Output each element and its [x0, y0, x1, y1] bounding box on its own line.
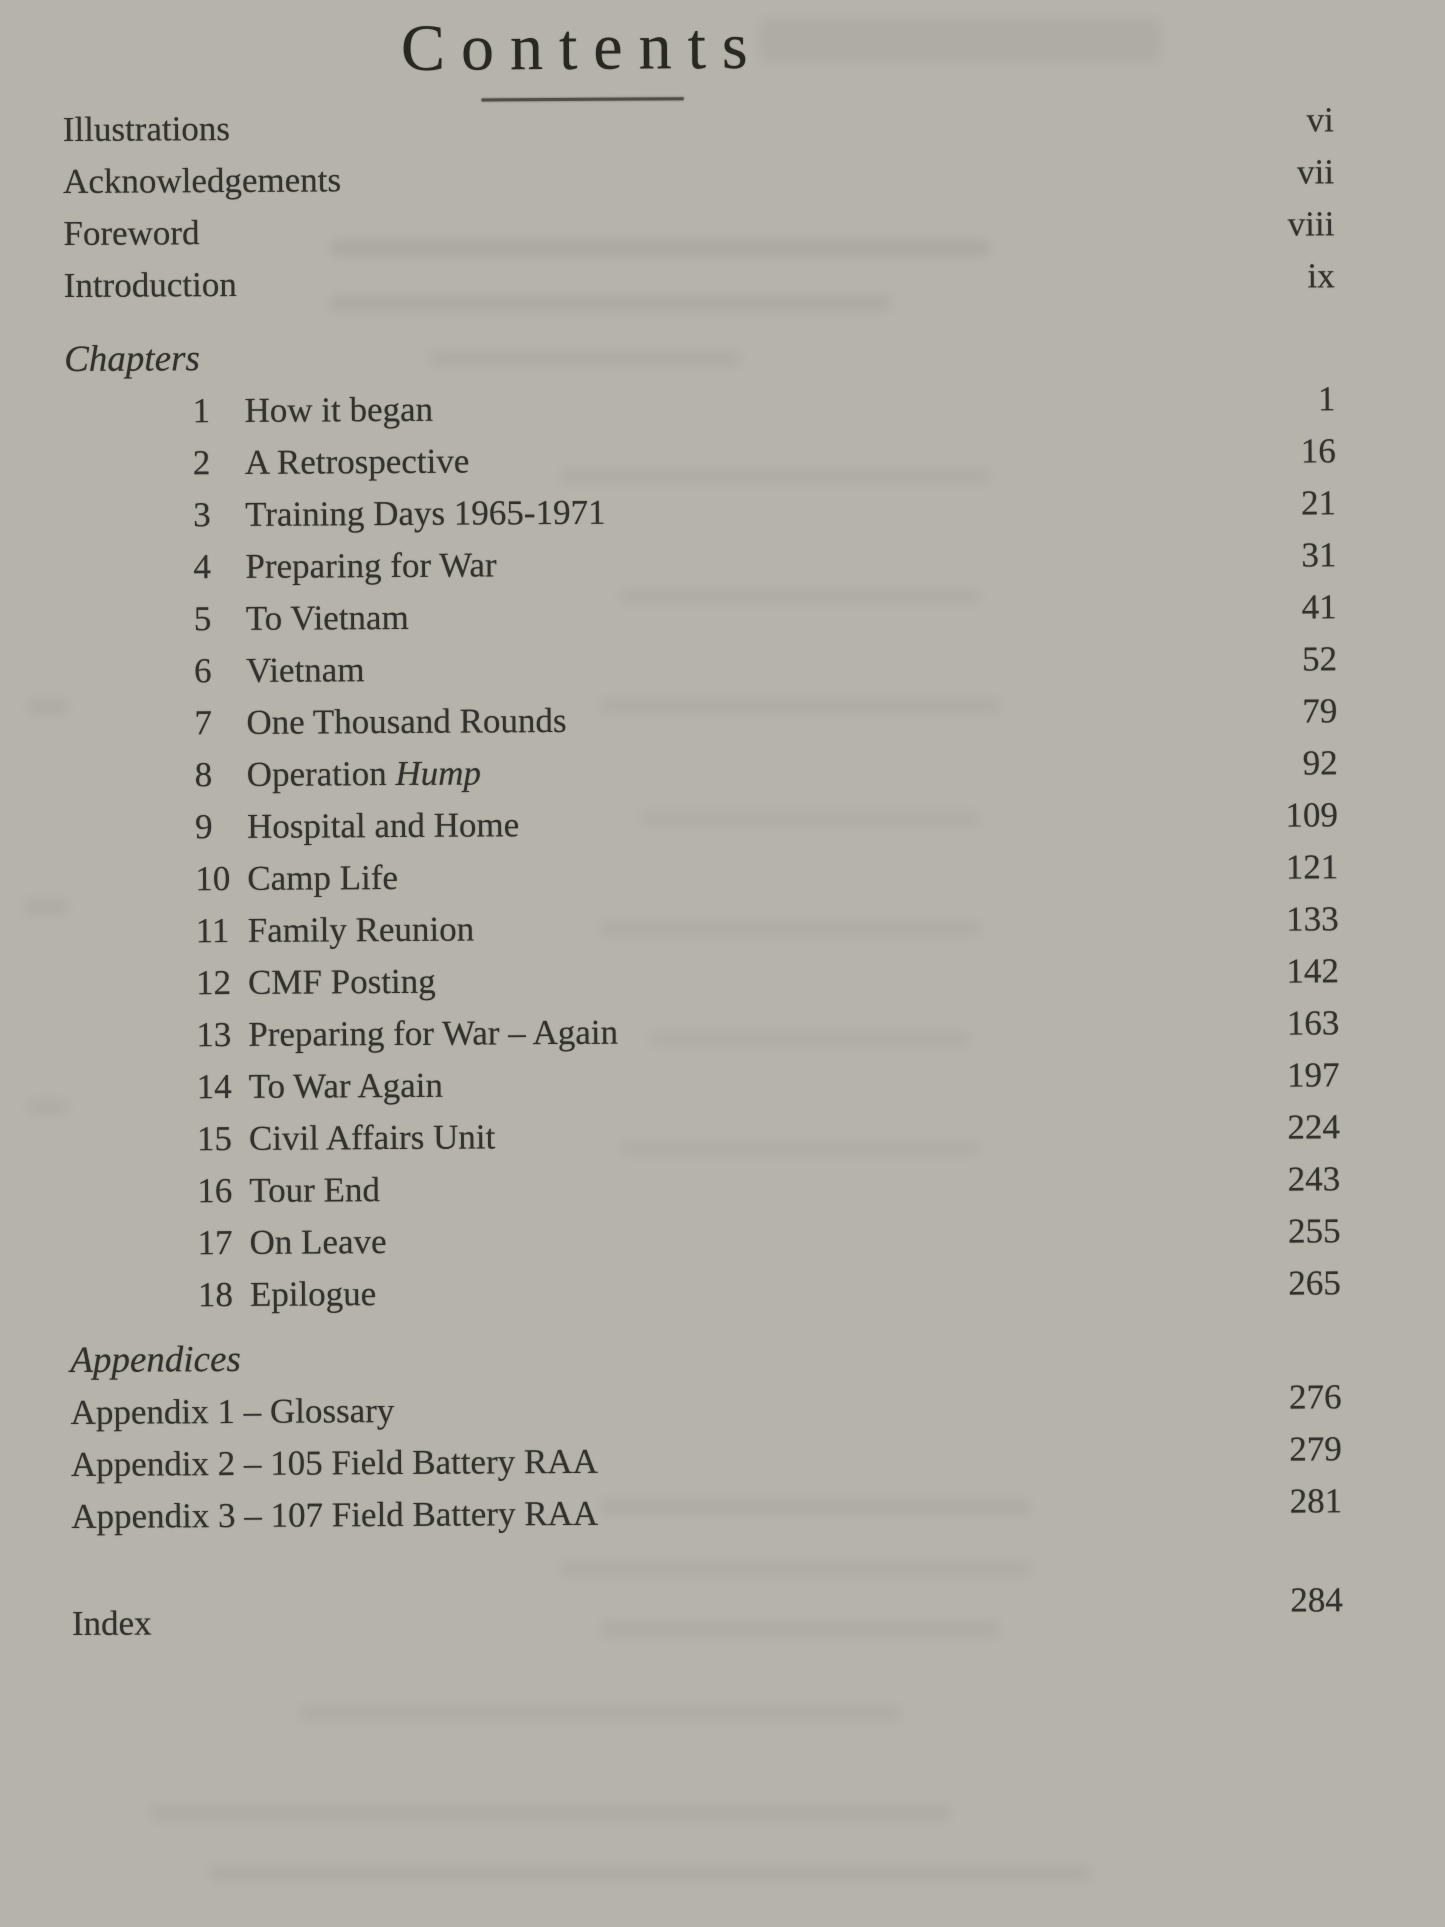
chapter-title: Preparing for War – Again [248, 1012, 619, 1055]
page-number: 197 [1286, 1055, 1340, 1095]
page-number: 224 [1287, 1107, 1341, 1147]
front_matter-row [63, 201, 1334, 261]
toc-body [63, 97, 1343, 1651]
chapter-title: Training Days 1965-1971 [245, 493, 606, 535]
chapter-title: CMF Posting [247, 962, 436, 1003]
chapter-row [67, 795, 1338, 855]
page-number: 279 [1289, 1429, 1342, 1469]
chapter-number: 7 [194, 703, 213, 743]
chapter-number: 8 [194, 755, 213, 795]
page-number: 109 [1285, 795, 1339, 835]
front_matter-label: Illustrations [62, 109, 231, 150]
chapter-entry [194, 644, 365, 697]
chapter-title: On Leave [249, 1222, 387, 1263]
chapter-title: To Vietnam [245, 598, 409, 639]
chapter-entry [195, 748, 482, 802]
chapter-row [65, 431, 1336, 491]
front_matter-label: Acknowledgements [62, 160, 342, 202]
page-number: 142 [1286, 951, 1340, 991]
chapter-entry [194, 592, 409, 645]
chapter-row [67, 847, 1338, 907]
chapter-row [64, 379, 1335, 439]
appendices-label: Appendix 2 – 105 Field Battery RAA [70, 1442, 598, 1485]
page-number: 1 [1317, 379, 1336, 419]
chapter-number: 11 [195, 911, 230, 951]
chapter-title: Family Reunion [247, 909, 475, 951]
chapter-number: 2 [192, 443, 211, 483]
chapter-title: One Thousand Rounds [246, 701, 567, 743]
chapter-row [67, 743, 1338, 803]
chapter-row [65, 483, 1336, 543]
chapter-entry [194, 695, 566, 749]
front_matter-label: Introduction [63, 265, 237, 306]
index-row [71, 1580, 1343, 1651]
chapter-row [69, 1107, 1340, 1167]
chapter-number: 1 [192, 391, 211, 431]
index-page-number: 284 [1290, 1580, 1343, 1620]
chapter-title: Hospital and Home [246, 805, 520, 847]
toc-header [0, 9, 1165, 104]
chapter-title: Vietnam [245, 650, 365, 691]
chapter-row [68, 1003, 1339, 1063]
chapter-entry [197, 1164, 380, 1217]
appendices-row [71, 1481, 1343, 1544]
page-number: 276 [1288, 1377, 1342, 1417]
chapter-row [69, 1211, 1340, 1271]
page-title: Contents [400, 9, 764, 85]
chapters-heading: Chapters [64, 338, 200, 381]
page-number: 41 [1301, 587, 1337, 627]
page-number: 265 [1288, 1263, 1341, 1303]
chapter-title: Operation [246, 754, 387, 795]
page-number: ix [1307, 256, 1335, 296]
chapter-row [65, 535, 1336, 595]
chapter-row [68, 1055, 1339, 1115]
chapter-row [66, 639, 1337, 699]
chapter-number: 9 [194, 807, 213, 847]
chapter-entry [196, 956, 436, 1009]
chapter-entry [197, 1112, 496, 1166]
chapter-title: Camp Life [247, 858, 399, 899]
chapter-title: Preparing for War [245, 545, 497, 587]
chapter-number: 5 [193, 599, 212, 639]
chapter-row [66, 691, 1337, 751]
chapter-title: Civil Affairs Unit [248, 1117, 496, 1159]
page-number: 133 [1286, 899, 1339, 939]
page-number: 255 [1287, 1211, 1341, 1251]
chapter-entry [196, 1007, 618, 1062]
chapter-entry [193, 436, 470, 490]
chapter-number: 16 [197, 1171, 233, 1211]
chapter-number: 14 [196, 1067, 232, 1107]
chapter-entry [192, 384, 433, 437]
chapter-number: 15 [196, 1119, 233, 1159]
chapter-number: 12 [195, 963, 232, 1003]
chapter-entry [195, 800, 519, 854]
chapter-number: 10 [195, 859, 231, 899]
chapter-number: 4 [193, 547, 212, 587]
chapter-entry [198, 1268, 377, 1321]
page-number: 79 [1302, 691, 1338, 731]
chapter-row [66, 587, 1337, 647]
chapter-entry [193, 540, 496, 594]
chapter-entry [196, 1060, 443, 1114]
chapter-number: 13 [196, 1015, 232, 1055]
chapter-row [68, 951, 1339, 1011]
page-number: 243 [1287, 1159, 1341, 1199]
chapter-number: 3 [193, 495, 211, 535]
page-number: vii [1296, 152, 1335, 192]
chapter-entry [193, 487, 606, 542]
page-number: 31 [1301, 535, 1337, 575]
appendices-row [70, 1429, 1342, 1492]
chapter-row [70, 1263, 1341, 1323]
chapter-title-italic: Hump [386, 753, 482, 794]
chapter-row [68, 899, 1339, 959]
page-number: vi [1306, 100, 1334, 140]
appendices-label: Appendix 3 – 107 Field Battery RAA [71, 1494, 599, 1537]
page-number: 281 [1289, 1481, 1343, 1521]
chapter-entry [197, 1216, 386, 1269]
chapter-title: A Retrospective [244, 441, 470, 483]
front_matter-label: Foreword [63, 213, 200, 254]
front_matter-row [63, 149, 1334, 209]
chapter-list [64, 379, 1341, 1323]
page-number: 16 [1300, 431, 1336, 471]
chapter-entry [196, 904, 475, 958]
chapter-number: 18 [197, 1275, 234, 1315]
chapter-title: To War Again [248, 1066, 444, 1107]
appendices-heading: Appendices [70, 1339, 241, 1382]
page-number: 52 [1301, 639, 1338, 679]
page-number: 92 [1302, 743, 1338, 783]
chapter-number: 17 [197, 1223, 233, 1263]
appendix-list [70, 1377, 1343, 1544]
chapter-number: 6 [193, 651, 212, 691]
appendices-label: Appendix 1 – Glossary [70, 1391, 395, 1433]
front_matter-row [64, 253, 1335, 313]
chapter-title: How it began [244, 390, 434, 431]
front-matter-list [63, 97, 1335, 313]
page-number: 21 [1300, 483, 1337, 523]
page-number: 163 [1286, 1003, 1340, 1043]
chapter-row [69, 1159, 1340, 1219]
page-number: 121 [1285, 847, 1339, 887]
chapter-entry [195, 852, 398, 905]
chapter-title: Tour End [249, 1170, 381, 1211]
index-label: Index [71, 1603, 152, 1644]
chapter-title: Epilogue [249, 1274, 377, 1315]
appendices-row [70, 1377, 1342, 1440]
page-number: viii [1287, 204, 1335, 244]
front_matter-row [63, 97, 1334, 157]
